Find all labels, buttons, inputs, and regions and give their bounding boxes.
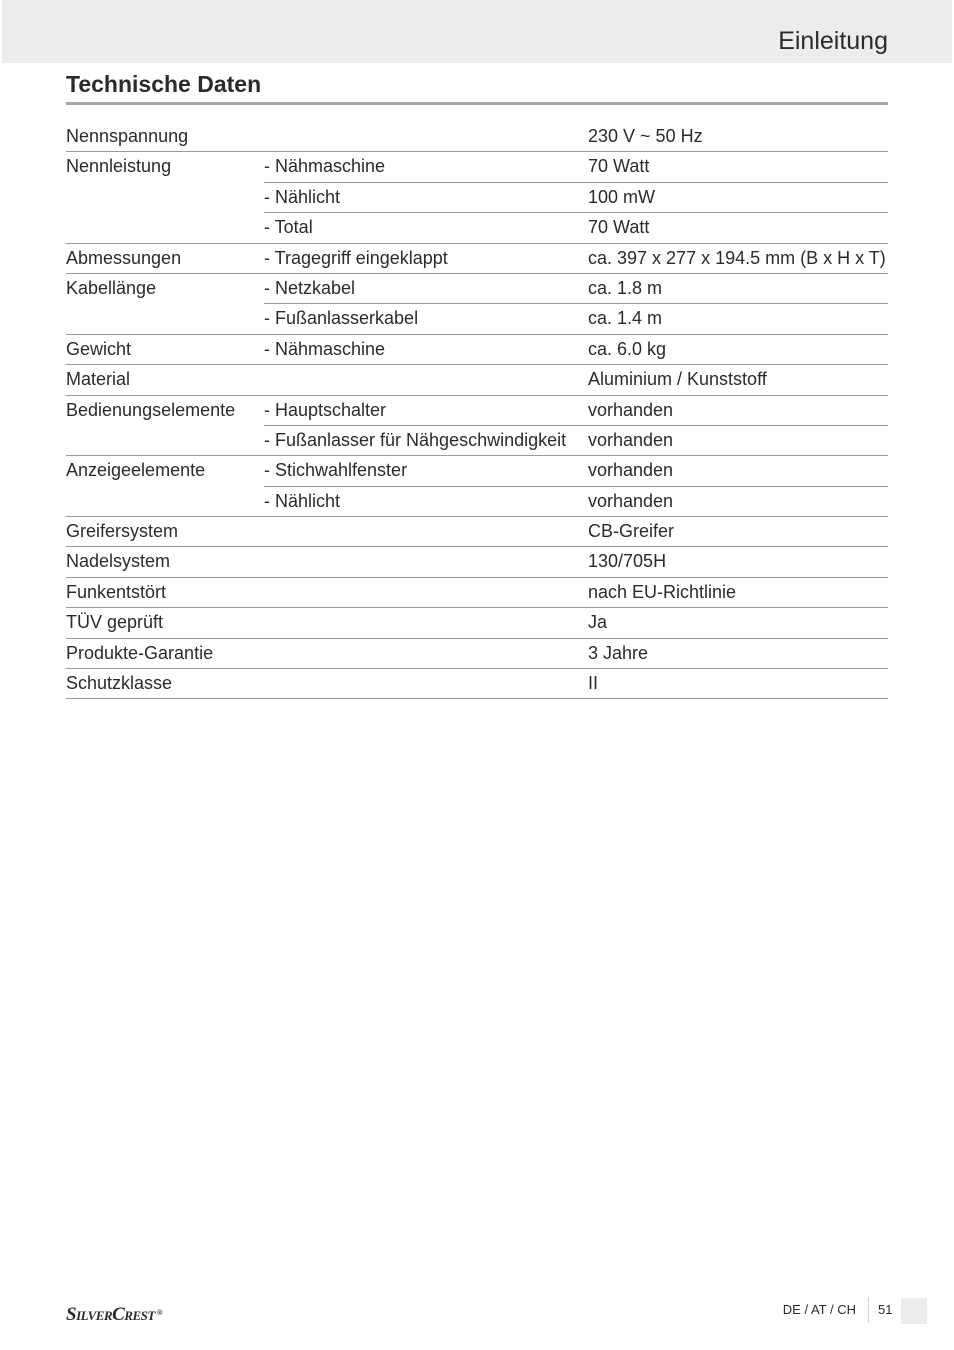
spec-label: Nennspannung — [66, 126, 189, 146]
table-row — [66, 244, 888, 274]
spec-table — [66, 122, 888, 699]
spec-value: ca. 1.4 m — [588, 308, 663, 329]
chapter-title: Einleitung — [778, 27, 888, 55]
spec-sublabel: - Nählicht — [264, 186, 341, 207]
spec-label: Kabellänge — [66, 277, 157, 298]
table-row — [66, 122, 888, 152]
spec-value: Aluminium / Kunststoff — [588, 369, 767, 390]
registered-mark: ® — [156, 1308, 163, 1317]
table-row — [66, 608, 888, 638]
table-row — [66, 183, 888, 213]
spec-value: 3 Jahre — [588, 642, 649, 663]
spec-value: II — [588, 673, 599, 694]
spec-label: Schutzklasse — [66, 673, 173, 694]
spec-value: vorhanden — [588, 429, 674, 450]
table-row — [66, 426, 888, 456]
footer-divider — [868, 1297, 869, 1323]
spec-value: CB-Greifer — [588, 521, 675, 542]
spec-value: 230 V ~ 50 Hz — [588, 126, 703, 146]
footer-languages: DE / AT / CH — [782, 1302, 856, 1317]
spec-label: Greifersystem — [66, 521, 179, 542]
table-row — [66, 396, 888, 426]
spec-value: vorhanden — [588, 460, 674, 481]
spec-value: vorhanden — [588, 399, 674, 420]
table-row — [66, 213, 888, 243]
table-row — [66, 578, 888, 608]
spec-sublabel: - Hauptschalter — [264, 399, 387, 420]
spec-sublabel: - Fußanlasserkabel — [264, 308, 419, 329]
spec-label: Anzeigeelemente — [66, 460, 206, 481]
spec-label: Nennleistung — [66, 156, 172, 177]
spec-sublabel: - Nähmaschine — [264, 338, 386, 359]
title-divider — [66, 102, 888, 105]
spec-value: 70 Watt — [588, 217, 650, 238]
table-row — [66, 304, 888, 334]
spec-value: ca. 397 x 277 x 194.5 mm (B x H x T) — [588, 247, 886, 268]
spec-sublabel: - Netzkabel — [264, 277, 356, 298]
table-row — [66, 547, 888, 577]
page-number: 51 — [878, 1302, 893, 1317]
table-row — [66, 669, 888, 699]
spec-value: ca. 6.0 kg — [588, 338, 667, 359]
spec-label: Produkte-Garantie — [66, 642, 214, 663]
spec-value: 130/705H — [588, 551, 667, 572]
row-divider — [66, 698, 888, 699]
spec-sublabel: - Stichwahlfenster — [264, 460, 408, 481]
table-row — [66, 335, 888, 365]
spec-value: 70 Watt — [588, 156, 650, 177]
spec-value: ca. 1.8 m — [588, 277, 663, 298]
spec-label: Abmessungen — [66, 247, 182, 268]
table-row — [66, 274, 888, 304]
spec-value: Ja — [588, 612, 608, 633]
spec-value: vorhanden — [588, 490, 674, 511]
section-title: Technische Daten — [66, 71, 262, 97]
spec-label: Funkentstört — [66, 581, 167, 602]
table-row — [66, 456, 888, 486]
spec-sublabel: - Nählicht — [264, 490, 341, 511]
table-row — [66, 152, 888, 182]
spec-sublabel: - Fußanlasser für Nähgeschwindigkeit — [264, 429, 567, 450]
brand-logo-text: SilverCrest — [66, 1304, 155, 1325]
spec-label: Nadelsystem — [66, 551, 171, 572]
table-row — [66, 639, 888, 669]
spec-value: nach EU-Richtlinie — [588, 581, 737, 602]
spec-label: TÜV geprüft — [66, 612, 164, 633]
spec-sublabel: - Nähmaschine — [264, 156, 386, 177]
footer-tab-marker — [901, 1298, 927, 1324]
table-row — [66, 517, 888, 547]
spec-label: Material — [66, 369, 131, 390]
spec-label: Bedienungselemente — [66, 399, 236, 420]
spec-sublabel: - Tragegriff eingeklappt — [264, 247, 448, 268]
brand-logo — [66, 1304, 162, 1326]
spec-label: Gewicht — [66, 338, 132, 359]
spec-value: 100 mW — [588, 186, 656, 207]
table-row — [66, 487, 888, 517]
spec-sublabel: - Total — [264, 217, 313, 238]
table-row — [66, 365, 888, 395]
